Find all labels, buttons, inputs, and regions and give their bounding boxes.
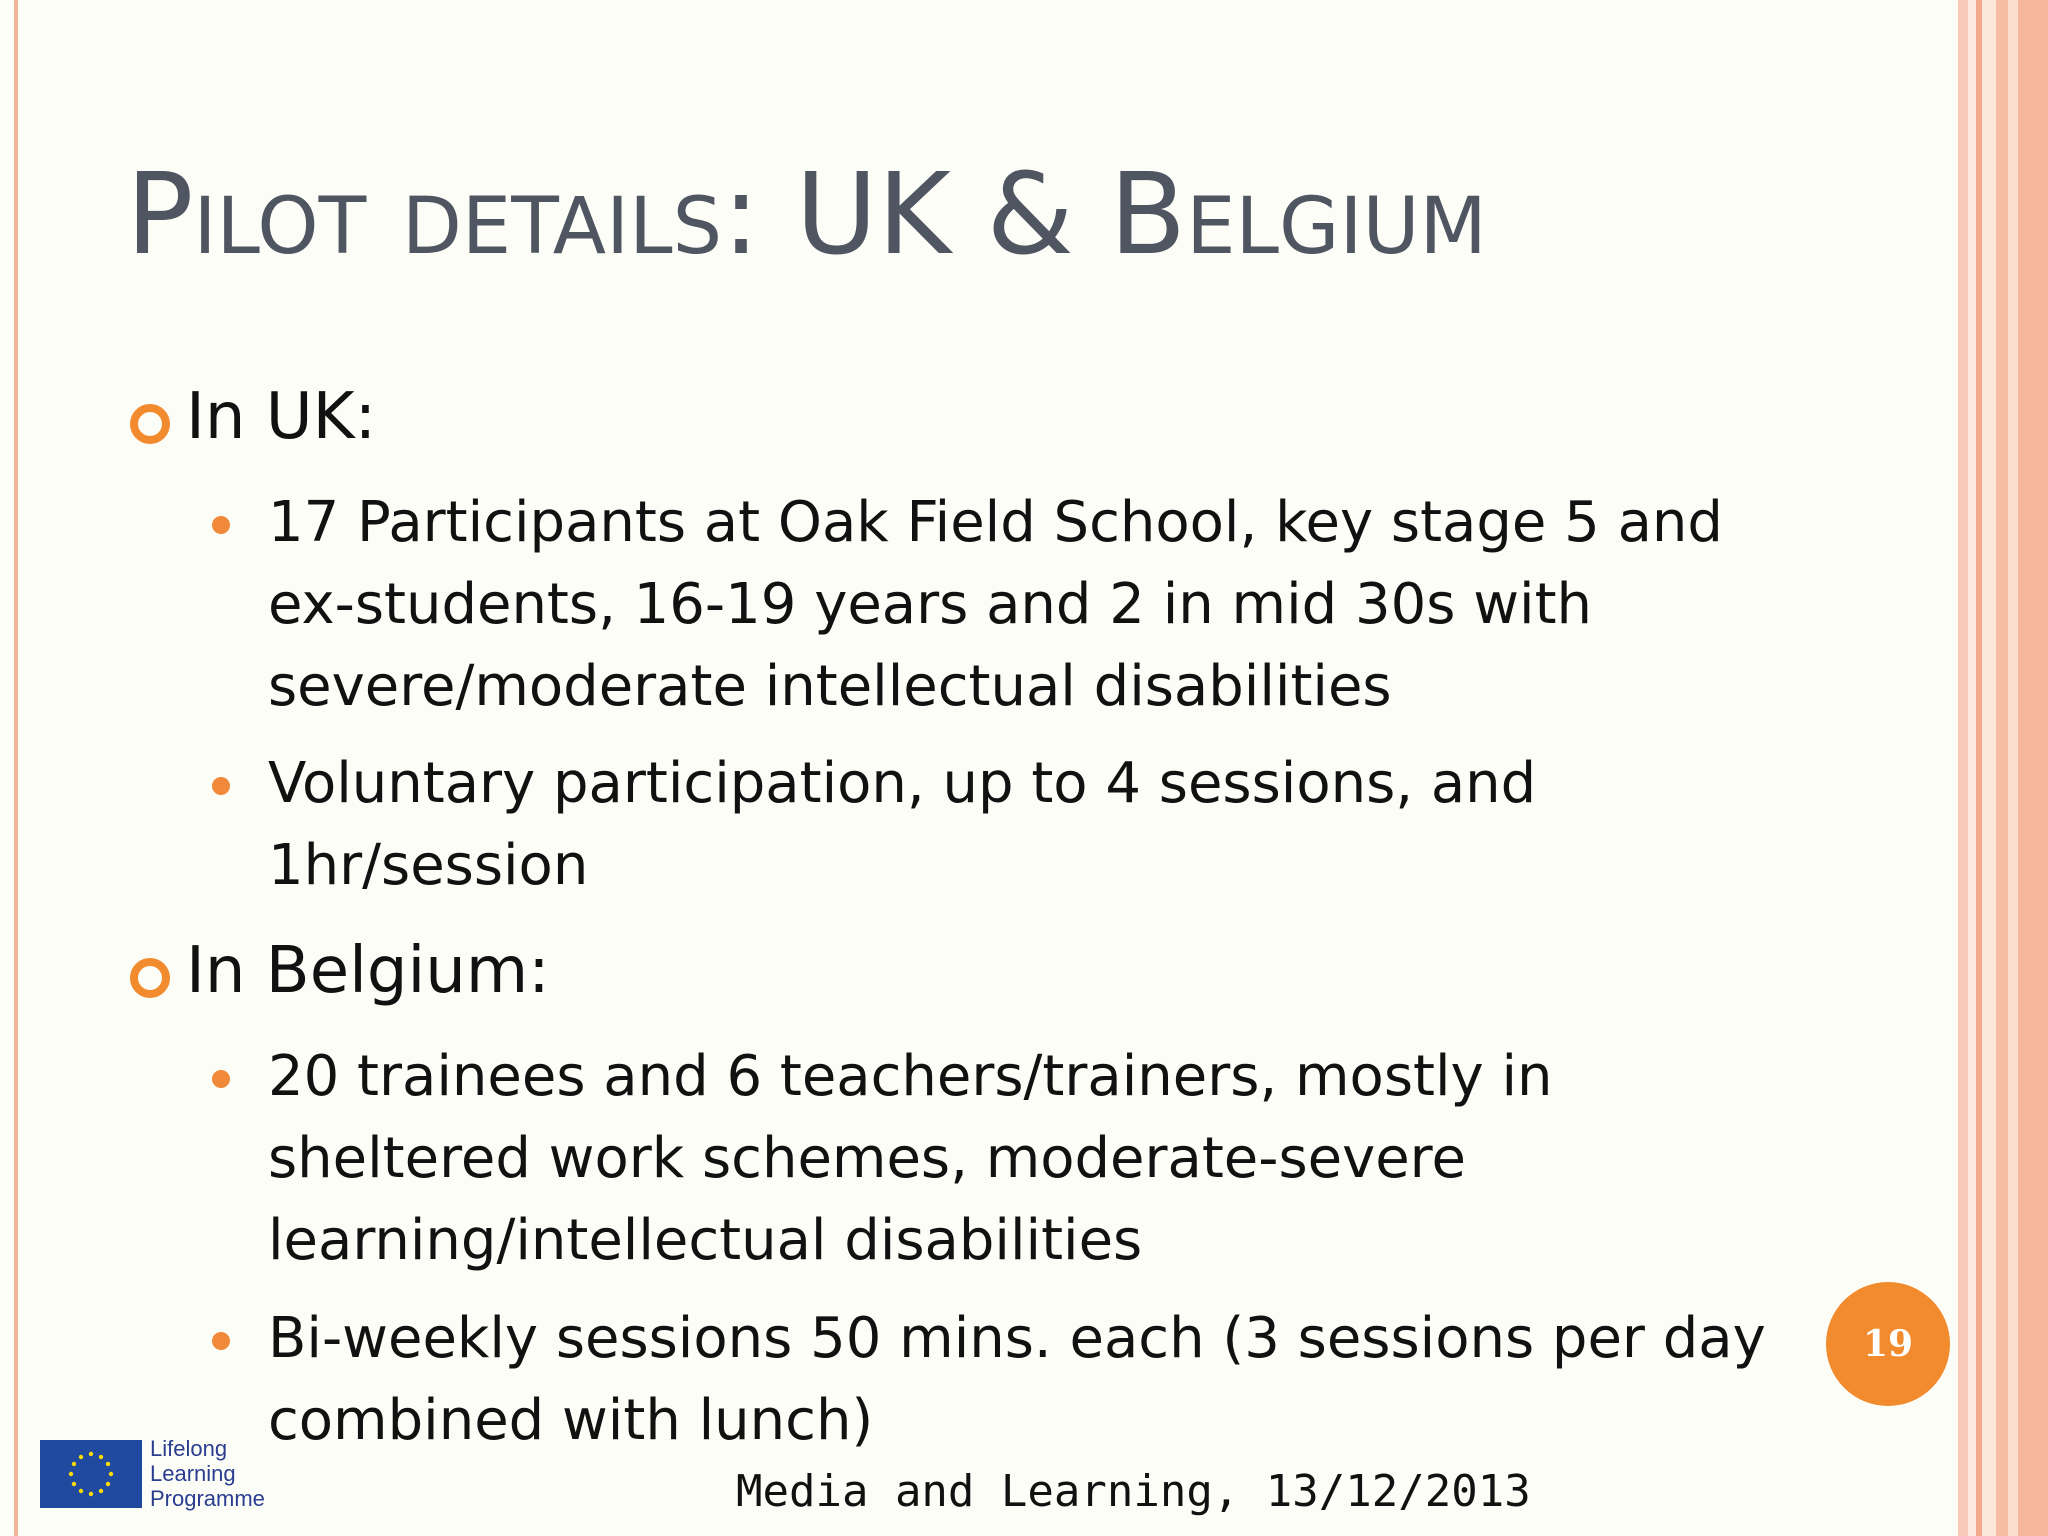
right-decor-stripe [1958,0,1968,1536]
eu-flag-icon [40,1440,142,1508]
ring-bullet-icon [130,958,170,998]
bullet-line: 1hr/session [268,833,589,898]
bullet-line: combined with lunch) [268,1388,874,1453]
ring-bullet-icon [130,404,170,444]
section-heading-label: In UK: [186,380,377,454]
bullet-line: 20 trainees and 6 teachers/trainers, mostly in [268,1044,1553,1109]
right-decor-stripe [1968,0,1976,1536]
slide-title: Pilot details: UK & Belgium [126,150,1487,280]
bullet-line: learning/intellectual disabilities [268,1208,1143,1273]
page-number-badge: 19 [1826,1282,1950,1406]
bullet-line: Bi-weekly sessions 50 mins. each (3 sessions per day [268,1306,1766,1371]
bullet-line: ex-students, 16-19 years and 2 in mid 30s with [268,572,1593,637]
left-border [14,0,18,1536]
llp-logo-text [150,1436,265,1511]
right-decor-stripe [1982,0,1996,1536]
right-decor-stripe [1996,0,2008,1536]
bullet-line: 17 Participants at Oak Field School, key stage 5 and [268,490,1723,555]
footer-text: Media and Learning, 13/12/2013 [736,1466,1531,1517]
right-decor-stripe [2018,0,2048,1536]
logo-line: Programme [150,1486,265,1511]
logo-line: Learning [150,1461,236,1486]
right-decor-stripe [2008,0,2018,1536]
eu-stars-icon [40,1440,142,1508]
dot-bullet-icon [212,1332,230,1350]
dot-bullet-icon [212,777,230,795]
bullet-line: severe/moderate intellectual disabilities [268,654,1392,719]
bullet-line: Voluntary participation, up to 4 sessions, and [268,751,1537,816]
section-heading-label: In Belgium: [186,934,550,1008]
dot-bullet-icon [212,516,230,534]
dot-bullet-icon [212,1070,230,1088]
bullet-line: sheltered work schemes, moderate-severe [268,1126,1466,1191]
logo-line: Lifelong [150,1436,228,1461]
